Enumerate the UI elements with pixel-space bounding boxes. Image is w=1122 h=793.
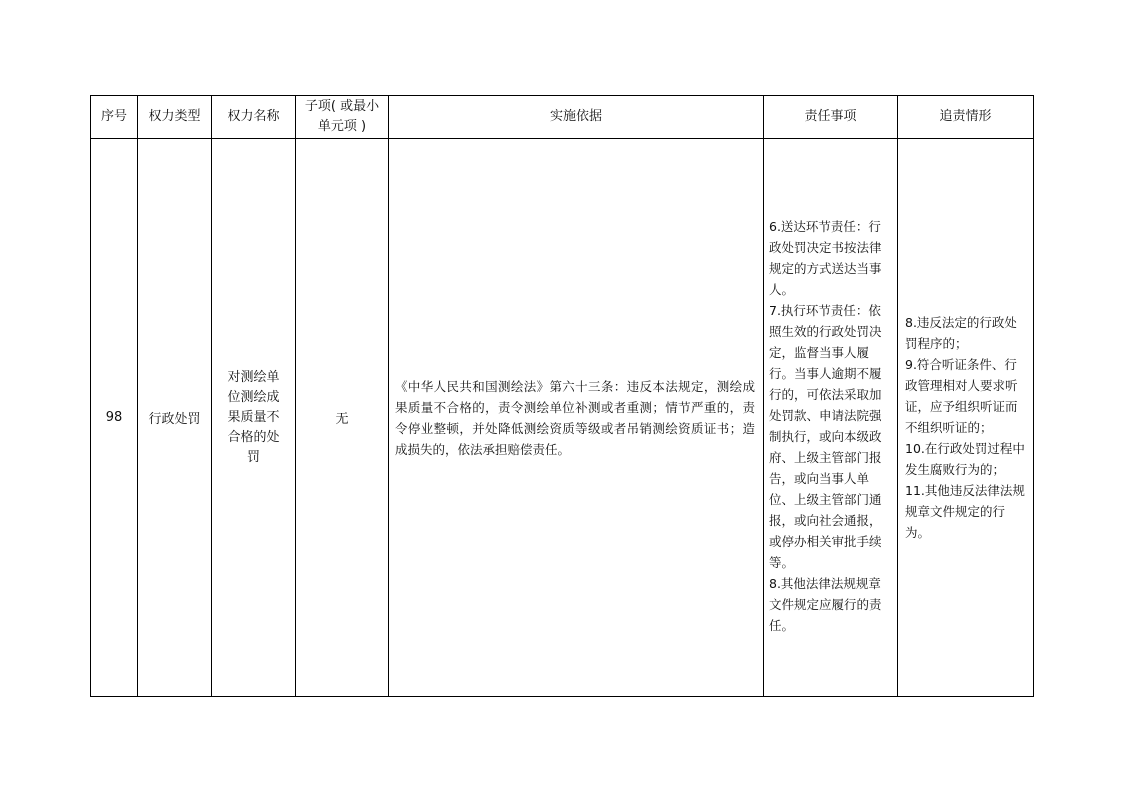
accountability-list	[905, 312, 1027, 543]
cell-sub-item: 无	[296, 139, 389, 697]
responsibility-item: 6.送达环节责任：行政处罚决定书按法律规定的方式送达当事人。	[769, 218, 882, 297]
accountability-item: 11.其他违反法律法规规章文件规定的行为。	[905, 483, 1025, 540]
cell-responsibility	[764, 139, 898, 697]
header-power-type: 权力类型	[138, 96, 212, 139]
header-basis: 实施依据	[389, 96, 764, 139]
cell-basis	[389, 139, 764, 697]
responsibility-item: 8.其他法律法规规章文件规定应履行的责任。	[769, 575, 882, 633]
header-seq: 序号	[91, 96, 138, 139]
responsibility-item: 7.执行环节责任：依照生效的行政处罚决定，监督当事人履行。当事人逾期不履行的，可依法采取加处罚款、申请法院强制执行，或向本级政府、上级主管部门报告，或向当事人单位、上级主管部门通报，或向社会通报，或停办相关审批手续等。	[769, 302, 882, 570]
header-responsibility: 责任事项	[764, 96, 898, 139]
accountability-item: 8.违反法定的行政处罚程序的；	[905, 315, 1017, 351]
header-accountability: 追责情形	[898, 96, 1034, 139]
accountability-item: 10.在行政处罚过程中发生腐败行为的；	[905, 441, 1025, 477]
responsibility-list	[769, 216, 892, 636]
header-sub-item-label: 子项( 或最小单元项 )	[304, 99, 380, 134]
power-list-table	[90, 95, 1034, 697]
basis-text: 《中华人民共和国测绘法》第六十三条：违反本法规定，测绘成果质量不合格的，责令测绘单位补测或者重测；情节严重的，责令停业整顿，并处降低测绘资质等级或者吊销测绘资质证书；造成损失的，依法承担赔偿责任。	[395, 378, 755, 457]
cell-power-name: 对测绘单位测绘成果质量不合格的处罚	[212, 139, 296, 697]
table-row	[91, 139, 1034, 697]
header-sub-item	[296, 96, 389, 139]
header-row	[91, 96, 1034, 139]
header-power-name: 权力名称	[212, 96, 296, 139]
cell-power-type: 行政处罚	[138, 139, 212, 697]
accountability-item: 9.符合听证条件、行政管理相对人要求听证，应予组织听证而不组织听证的；	[905, 357, 1018, 435]
cell-accountability	[898, 139, 1034, 697]
cell-seq: 98	[91, 139, 138, 697]
